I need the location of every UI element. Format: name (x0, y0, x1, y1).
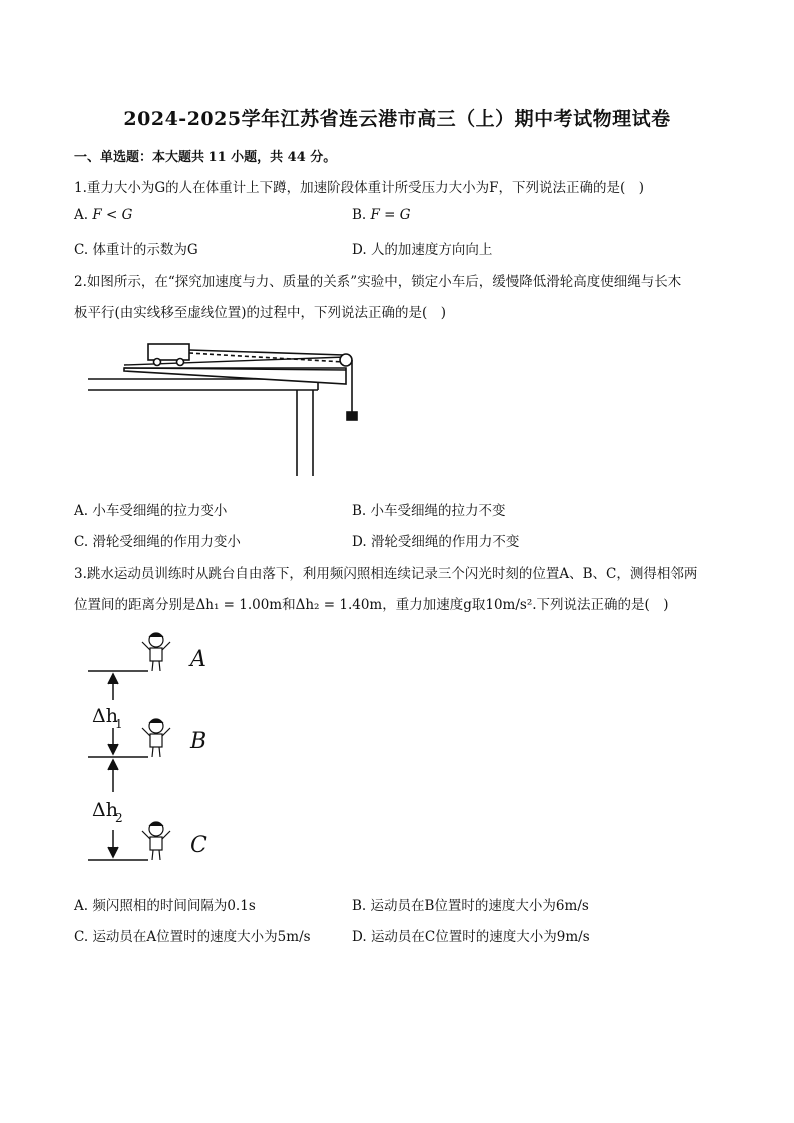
question-3-line-1: 跳水运动员训练时从跳台自由落下，利用频闪照相连续记录三个闪光时刻的位置A、B、C，测得相邻两 (86, 566, 698, 582)
q3-option-d[interactable]: D. 运动员在C位置时的速度大小为9m/s (352, 929, 590, 945)
q2-option-b[interactable]: B. 小车受细绳的拉力不变 (352, 503, 506, 519)
label-a: A (190, 647, 206, 672)
question-2-line-1: 如图所示，在“探究加速度与力、质量的关系”实验中，锁定小车后，缓慢降低滑轮高度使细绳与长木 (86, 274, 682, 290)
q1-option-d[interactable]: D. 人的加速度方向向上 (352, 242, 493, 258)
question-1-number: 1. (74, 180, 87, 196)
label-dh2-sub: 2 (115, 811, 123, 825)
question-3-number: 3. (74, 566, 87, 582)
section-heading: 一、单选题：本大题共 11 小题，共 44 分。 (74, 150, 337, 165)
q1-option-b[interactable]: B. F = G (352, 207, 411, 223)
question-3-line-2: 位置间的距离分别是Δh₁ = 1.00m和Δh₂ = 1.40m，重力加速度g取10m/s².下列说法正确的是( ) (74, 597, 669, 613)
q3-option-b[interactable]: B. 运动员在B位置时的速度大小为6m/s (352, 898, 589, 914)
question-2-number: 2. (74, 274, 87, 290)
label-b: B (190, 729, 207, 754)
q3-option-a[interactable]: A. 频闪照相的时间间隔为0.1s (74, 898, 256, 914)
question-2-line-2: 板平行(由实线移至虚线位置)的过程中，下列说法正确的是( ) (74, 305, 447, 321)
q2-option-a[interactable]: A. 小车受细绳的拉力变小 (74, 503, 228, 519)
diver-c-icon (142, 822, 170, 860)
q1-option-a[interactable]: A. F < G (74, 207, 133, 223)
diver-a-icon (142, 633, 170, 671)
diver-b-icon (142, 719, 170, 757)
label-dh2: Δh (92, 799, 118, 821)
q2-option-c[interactable]: C. 滑轮受细绳的作用力变小 (74, 534, 241, 550)
q1-option-c[interactable]: C. 体重计的示数为G (74, 242, 198, 258)
q2-option-d[interactable]: D. 滑轮受细绳的作用力不变 (352, 534, 520, 550)
label-c: C (190, 833, 207, 858)
label-dh1: Δh (92, 705, 118, 727)
q3-option-c[interactable]: C. 运动员在A位置时的速度大小为5m/s (74, 929, 311, 945)
label-dh1-sub: 1 (115, 717, 123, 731)
exam-title: 2024-2025学年江苏省连云港市高三（上）期中考试物理试卷 (123, 108, 671, 130)
question-1-line-1: 重力大小为G的人在体重计上下蹲，加速阶段体重计所受压力大小为F，下列说法正确的是( ) (86, 180, 645, 196)
